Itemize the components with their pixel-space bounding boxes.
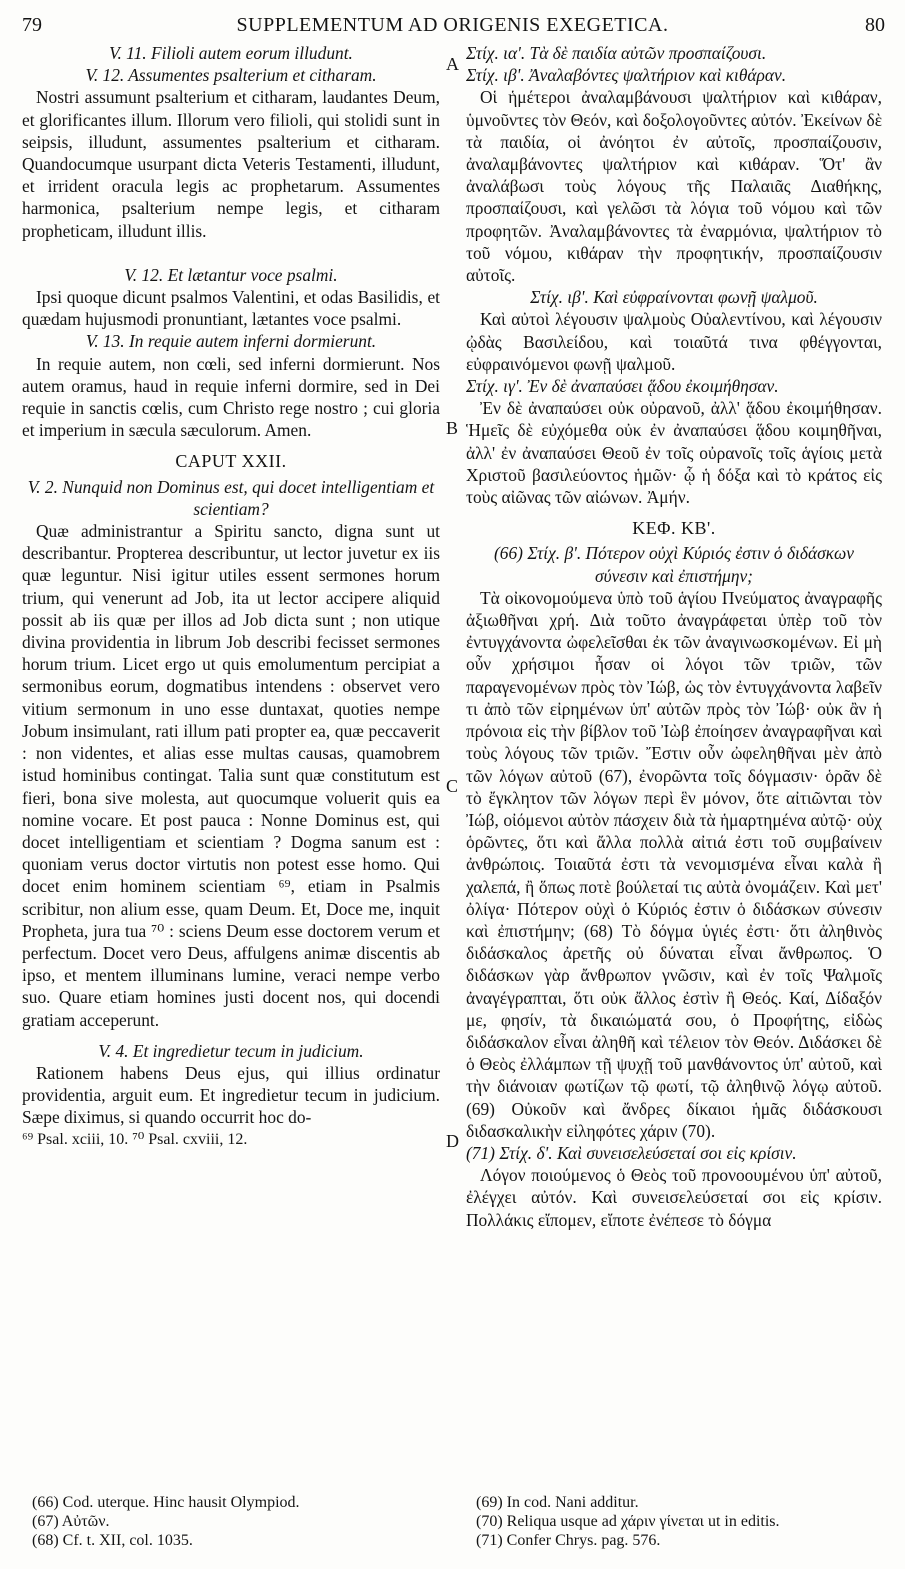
chapter-heading: CAPUT XXII. <box>175 451 287 472</box>
footnote: (70) Reliqua usque ad χάριν γίνεται ut in editis. <box>476 1513 780 1530</box>
paragraph: Λόγον ποιούμενος ὁ Θεὸς τοῦ προνοουμένου ὑπ' αὐτοῦ, ἐλέγχει αὐτόν. Καὶ συνεισελεύσεταί σοι εἰς κρίσιν. Πολλάκις εἴπομεν, εἴποτε ἐνέπεσε τὸ δόγμα <box>466 1165 882 1230</box>
verse-heading: (66) Στίχ. β'. Πότερον οὐχὶ Κύριός ἐστιν ὁ διδάσκων σύνεσιν καὶ ἐπιστήμην; <box>494 543 854 586</box>
margin-letter-c: C <box>446 776 459 796</box>
page-header <box>0 14 905 40</box>
running-title: SUPPLEMENTUM AD ORIGENIS EXEGETICA. <box>236 14 669 36</box>
greek-column <box>466 42 882 1231</box>
paragraph: Nostri assumunt psalterium et citharam, laudantes Deum, et glorificantes illum. Illorum vero filioli, qui stolidi sunt in seipsis, illudunt, assumentes psalterium et citharam. Quandocumque usurpant dicta Veteris Testamenti, illudunt, et irrident oracula legis ac prophetarum. Assumentes harmonica, psalterium nempe legis, et citharam propheticam, illudunt illis. <box>22 87 440 241</box>
page-number-right: 80 <box>865 14 885 36</box>
footnotes-left <box>32 1493 432 1550</box>
verse-heading: V. 2. Nunquid non Dominus est, qui docet intelligentiam et scientiam? <box>27 476 435 519</box>
paragraph: Ipsi quoque dicunt psalmos Valentini, et odas Basilidis, et quædam hujusmodi pronuntiant, lætantes voce psalmi. <box>22 287 440 330</box>
verse-heading: Στίχ. ιγ'. Ἐν δὲ ἀναπαύσει ᾅδου ἐκοιμήθησαν. <box>466 376 779 397</box>
paragraph: Rationem habens Deus ejus, qui illius ordinatur providentia, arguit eum. Et ingredietur tecum in judicium. Sæpe diximus, si quando occurrit hoc do- <box>22 1062 440 1128</box>
chapter-heading: ΚΕΦ. ΚΒ'. <box>632 518 716 539</box>
paragraph: In requie autem, non cœli, sed inferni dormierunt. Nos autem oramus, haud in requie inferni dormire, sed in Dei requie in sanctis cœlis, cum Christo rege nostro ; cui gloria et imperium in sæcula sæculorum. Amen. <box>22 353 440 441</box>
verse-heading: V. 12. Et lætantur voce psalmi. <box>124 264 338 285</box>
verse-heading: V. 4. Et ingredietur tecum in judicium. <box>98 1040 364 1061</box>
verse-heading: Στίχ. ιβ'. Ἀναλαβόντες ψαλτήριον καὶ κιθάραν. <box>466 65 787 86</box>
footnote: (69) In cod. Nani additur. <box>476 1494 639 1511</box>
footnote: (71) Confer Chrys. pag. 576. <box>476 1532 661 1549</box>
footnotes-right <box>476 1493 886 1550</box>
verse-heading: V. 13. In requie autem inferni dormierunt. <box>85 331 377 352</box>
scripture-notes: ⁶⁹ Psal. xciii, 10. ⁷⁰ Psal. cxviii, 12. <box>22 1130 248 1148</box>
paragraph: Οἱ ἡμέτεροι ἀναλαμβάνουσι ψαλτήριον καὶ κιθάραν, ὑμνοῦντες τὸν Θεόν, καὶ δοξολογοῦντες αὐτόν. Ἐκείνων δὲ τὰ παιδία, οἱ ἀνόητοι ἐν αὐτοῖς, προσπαίζουσιν, ἀναλαμβάνοντες ψαλτήριον καὶ κιθάραν. Ὅτ' ἂν ἀναλάβωσι τοὺς λόγους τῆς Παλαιᾶς Διαθήκης, προσπαίζουσι, καὶ γελῶσι τὰ λόγια τοῦ νόμου καὶ τῶν προφητῶν. Ἀναλαμβάνοντες τὰ ἐναρμόνια, ψαλτήριον τὸ τοῦ νόμου, κιθάραν τὴν προφητικήν, προσπαίζουσιν αὐτοῖς. <box>466 87 882 286</box>
footnote: (68) Cf. t. XII, col. 1035. <box>32 1532 193 1549</box>
margin-letter-a: A <box>446 54 459 74</box>
margin-letter-d: D <box>446 1131 459 1151</box>
verse-heading: Στίχ. ια'. Τὰ δὲ παιδία αὐτῶν προσπαίζουσι. <box>466 43 767 63</box>
footnote: (66) Cod. uterque. Hinc hausit Olympiod. <box>32 1494 300 1511</box>
verse-heading: V. 12. Assumentes psalterium et citharam. <box>85 65 377 86</box>
paragraph: Τὰ οἰκονομούμενα ὑπὸ τοῦ ἁγίου Πνεύματος ἀναγραφῆς ἀξιωθῆναι χρή. Διὰ τοῦτο ἀναγράφεται ὑπὲρ τοῦ τὸν ἐντυγχάνοντα ὠφελεῖσθαι ἐκ τῶν ἀναγινωσκομένων. Εἰ μὴ οὖν χρήσιμοι ἦσαν οἱ λόγοι τῶν τριῶν, τῶν παραγενομένων πρὸς τὸν Ἰώβ, ὡς τὸν ἐντυγχάνοντα λαβεῖν τι ἀπὸ τῶν εἰρημένων ὑπ' αὐτῶν πρὸς τὸν Ἰώβ· οὐκ ἂν ἡ πρόνοια εἰς τὴν βίβλον τοῦ Ἰὼβ ἐποίησεν ἀναγραφῆναι καὶ τοὺς λόγους τῶν τριῶν. Ἔστιν οὖν ὠφεληθῆναι μὲν ἀπὸ τῶν λόγων αὐτοῦ (67), ἐνορῶντα τοῖς δόγμασιν· ὁρᾶν δὲ τὸ ἔγκλητον τῶν λόγων περὶ ἓν μόνον, ὅτε αἰτιῶνται τὸν Ἰώβ, οἰόμενοι αὐτὸν πάσχειν διὰ τὰ ἡμαρτημένα αὐτῷ· οὐχ ὁρῶντες, ὅτι καὶ ἄλλα πολλὰ αἰτιά ἐστι τοῦ συμβαίνειν ἀνθρώποις. Τοιαῦτά ἐστι τὰ νενομισμένα εἶναι καλὰ ἢ χαλεπά, ἢ ὅπως ποτὲ βούλεταί τις αὐτὰ ὀνομάζειν. Καὶ μετ' ὀλίγα· Πότερον οὐχὶ ὁ Κύριός ἐστιν ὁ διδάσκων σύνεσιν καὶ ἐπιστήμην; (68) Τὸ δόγμα ὑγιές ἐστι· ὅτι ἀληθινὸς διδάσκαλος ἀρετῆς οὐ δύναται εἶναι ἄνθρωπος. Ὁ διδάσκων γὰρ ἄνθρωπον γνῶσιν, καὶ ἐν τοῖς Ψαλμοῖς ἀναγέγραπται, ὅτι οὐκ ἄλλος ἐστὶν ἢ Θεός. Καί, Δίδαξόν με, φησίν, τὰ δικαιώματά σου, ὁ Προφήτης, εἰδὼς διδάσκαλον εἶναι ἀληθῆ καὶ τέλειον τὸν Θεόν. Διδάσκει δὲ ὁ Θεὸς ἐλλάμπων τῇ ψυχῇ τοῦ μανθάνοντος ὑπ' αὐτοῦ, καὶ τὴν διάνοιαν φωτίζων τῷ φωτί, τῷ ἀληθινῷ λόγῳ αὐτοῦ. (69) Οὐκοῦν καὶ ἄνδρες δίκαιοι ἡμᾶς διδάσκουσι διδασκαλικὴν εἰληφότες χάριν (70). <box>466 587 882 1141</box>
latin-column <box>22 42 440 1151</box>
paragraph: Ἐν δὲ ἀναπαύσει οὐκ οὐρανοῦ, ἀλλ' ᾅδου ἐκοιμήθησαν. Ἡμεῖς δὲ εὐχόμεθα οὐκ ἐν ἀναπαύσει ᾅδου κοιμηθῆναι, ἀλλ' ἐν ἀναπαύσει Θεοῦ ἐν τοῖς οὐρανοῖς τοῖς ἁγίοις μετὰ Χριστοῦ βασιλεύοντος ἡμῶν· ᾧ ἡ δόξα καὶ τὸ κράτος εἰς τοὺς αἰῶνας τῶν αἰώνων. Ἀμήν. <box>466 398 882 508</box>
page-number-left: 79 <box>22 14 42 36</box>
verse-heading: V. 11. Filioli autem eorum illudunt. <box>109 43 353 63</box>
footnote: (67) Αὐτῶν. <box>32 1513 110 1530</box>
margin-letter-b: B <box>446 418 459 438</box>
verse-heading: (71) Στίχ. δ'. Καὶ συνεισελεύσεταί σοι εἰς κρίσιν. <box>466 1142 797 1163</box>
paragraph: Καὶ αὐτοὶ λέγουσιν ψαλμοὺς Οὐαλεντίνου, καὶ λέγουσιν ᾠδὰς Βασιλείδου, καὶ τοιαῦτά τινα φθέγγονται, εὐφραινόμενοι φωνῇ ψαλμοῦ. <box>466 309 882 374</box>
paragraph: Quæ administrantur a Spiritu sancto, digna sunt ut describantur. Propterea describuntur, ut lector juvetur ex iis quæ leguntur. Nisi igitur utiles essent sermones horum trium, qui venerunt ad Job, ita ut lector accipere aliquid possit ab iis quæ per illos ad Job dicta sunt ; non utique divina providentia in librum Job describi fecisset sermones horum trium. Licet ergo ut quis emolumentum percipiat a sermonibus eorum, dogmatibus intendens : observet vero vitium sermonum in uno esse duntaxat, quoties nempe Jobum insimulant, rati illum pati propter ea, quæ peccaverit : non videntes, et alias esse multas causas, quamobrem istud hominibus contingat. Talia sunt quæ constitutum est fieri, bona sive molesta, aut quocumque voluerit quis ea nomine vocare. Et post pauca : Nonne Dominus est, qui docet intelligentiam et scientiam ? Dogma sanum est : quoniam verus doctor virtutis non potest esse homo. Qui docet enim hominem scientiam ⁶⁹, etiam in Psalmis scribitur, non alium esse, quam Deum. Et, Doce me, inquit Propheta, jura tua ⁷⁰ : sciens Deum esse doctorem verum et perfectum. Docet vero Deus, affulgens animæ discentis ab ipso, et mentem illuminans lumine, veraci nempe verbo suo. Quare etiam homines justi docent nos, qui docendi gratiam acceperunt. <box>22 521 440 1030</box>
verse-heading: Στίχ. ιβ'. Καὶ εὐφραίνονται φωνῇ ψαλμοῦ. <box>530 287 818 308</box>
